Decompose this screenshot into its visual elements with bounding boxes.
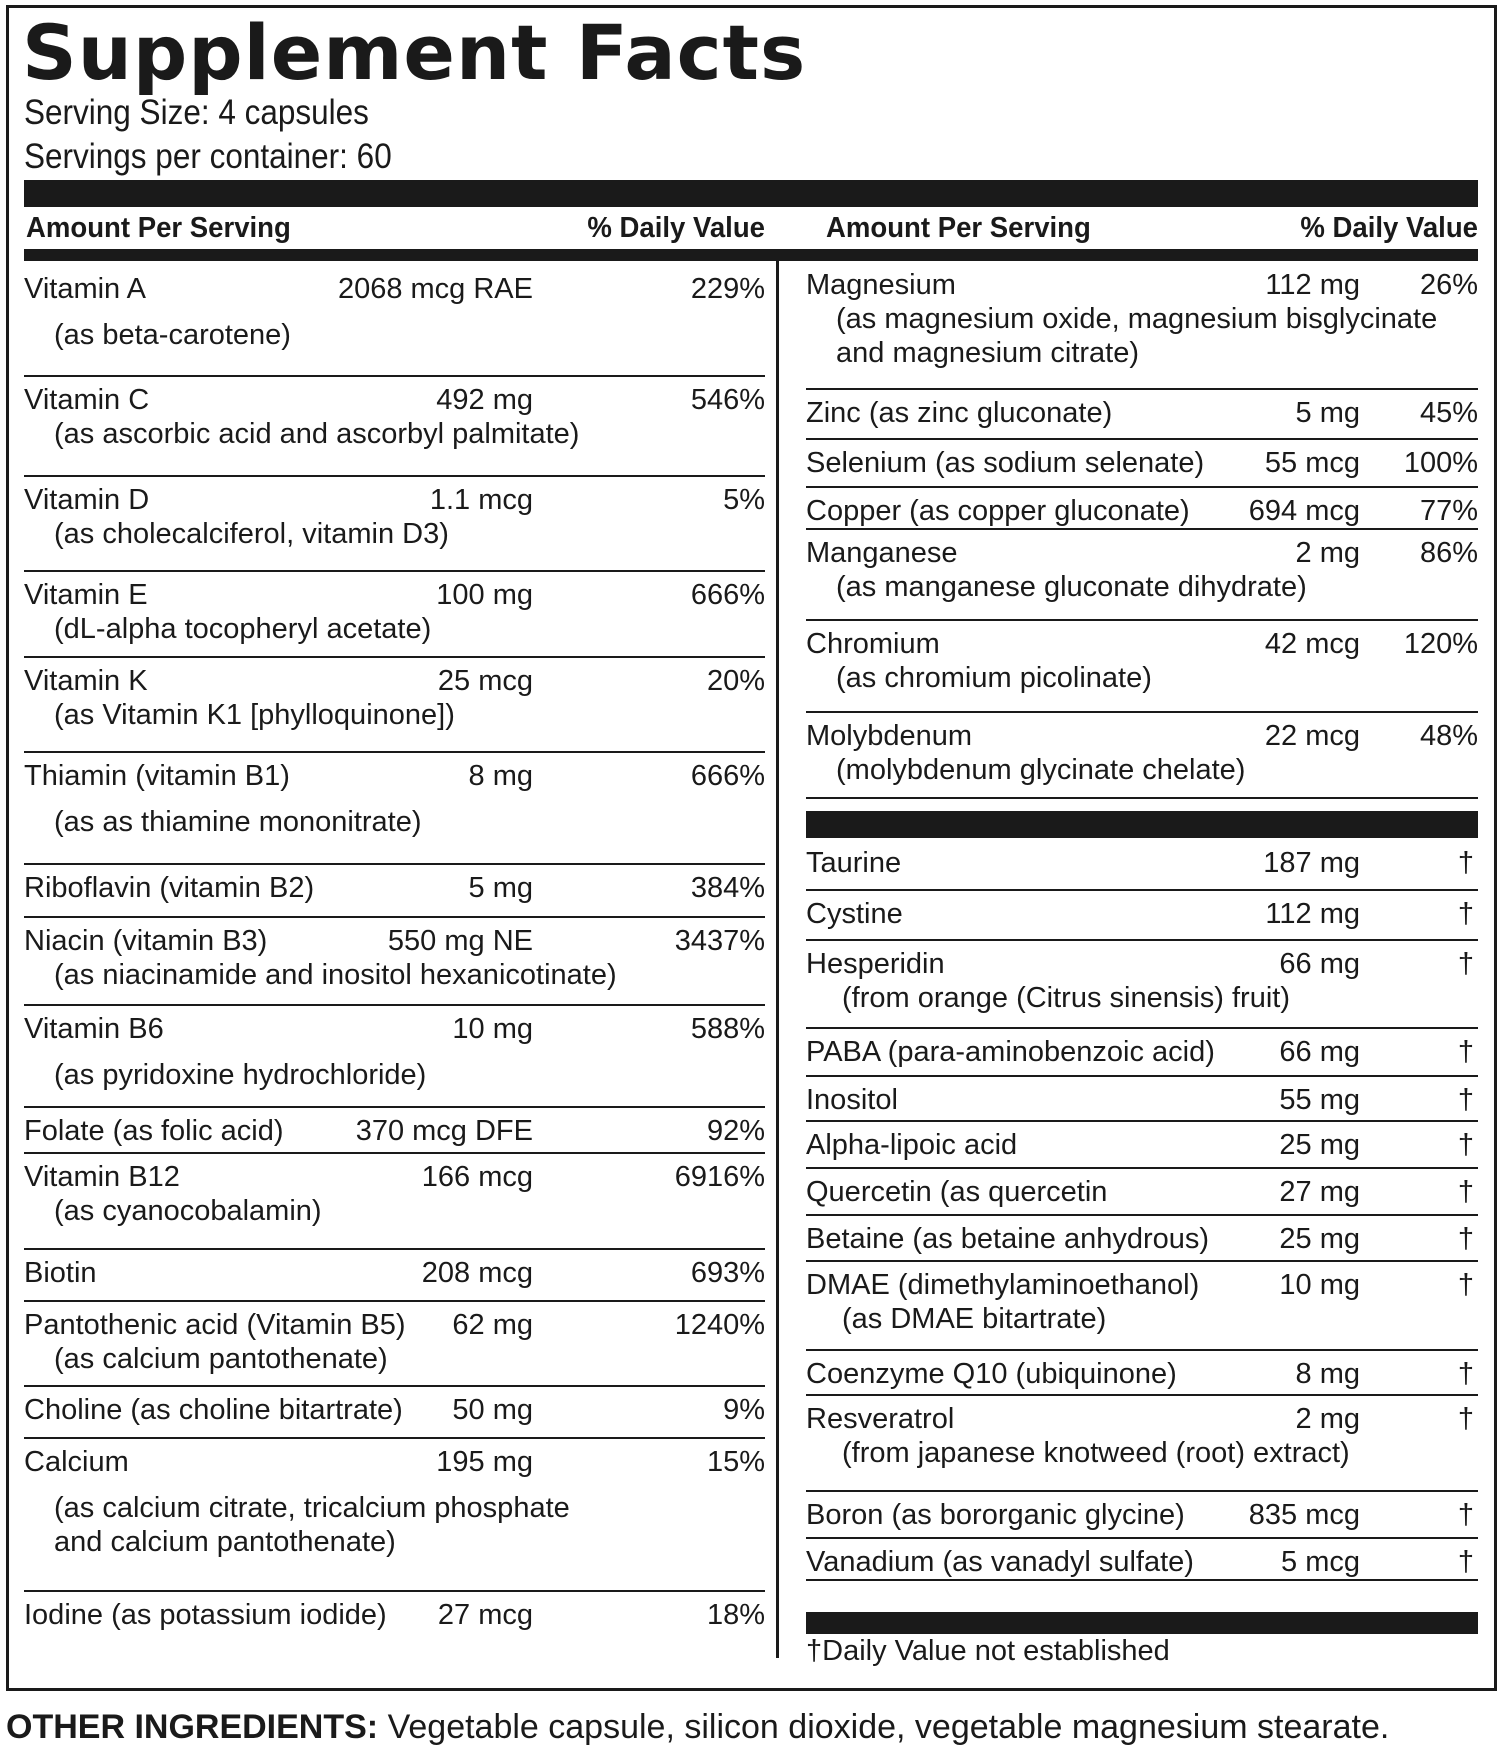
nutrient-source: (as cholecalciferol, vitamin D3) [54, 518, 449, 550]
nutrient-row [24, 1108, 765, 1154]
nutrient-amount: 694 mcg [1248, 495, 1360, 527]
nutrient-row [806, 1122, 1478, 1169]
nutrient-row [24, 865, 765, 918]
daily-value: 6916% [674, 1161, 765, 1193]
nutrient-row [806, 1539, 1478, 1581]
daily-value: † [1457, 1499, 1474, 1531]
nutrient-name: Iodine (as potassium iodide) [24, 1599, 387, 1631]
column-divider [776, 258, 779, 1658]
daily-value: † [1457, 1129, 1474, 1161]
nutrient-row [806, 488, 1478, 530]
daily-value: † [1457, 898, 1474, 930]
nutrient-source: (from orange (Citrus sinensis) fruit) [842, 982, 1290, 1014]
nutrient-row [806, 840, 1478, 891]
right-other-list [806, 840, 1478, 1581]
nutrient-amount: 492 mg [436, 384, 533, 416]
nutrient-amount: 10 mg [452, 1013, 533, 1045]
daily-value: † [1457, 847, 1474, 879]
nutrient-source: (as calcium pantothenate) [54, 1343, 388, 1375]
nutrient-name: Niacin (vitamin B3) [24, 925, 268, 957]
daily-value: 48% [1419, 720, 1478, 752]
nutrient-name: Calcium [24, 1446, 129, 1478]
nutrient-amount: 112 mg [1265, 269, 1360, 301]
nutrient-name: Coenzyme Q10 (ubiquinone) [806, 1358, 1177, 1390]
daily-value: † [1457, 1269, 1474, 1301]
other-ingredients-text: Vegetable capsule, silicon dioxide, vegetable magnesium stearate. [378, 1708, 1390, 1746]
nutrient-name: Zinc (as zinc gluconate) [806, 397, 1113, 429]
nutrient-row [806, 1262, 1478, 1351]
daily-value: 666% [690, 579, 765, 611]
nutrient-source: (as magnesium oxide, magnesium bisglycinate and magnesium citrate) [836, 303, 1438, 369]
nutrient-amount: 8 mg [1295, 1358, 1360, 1390]
nutrient-source: (as manganese gluconate dihydrate) [836, 571, 1307, 603]
daily-value: 384% [690, 872, 765, 904]
nutrient-row [24, 1154, 765, 1250]
nutrient-amount: 55 mg [1279, 1084, 1360, 1116]
daily-value: † [1457, 1084, 1474, 1116]
nutrient-name: Vitamin B12 [24, 1161, 180, 1193]
nutrient-amount: 208 mcg [421, 1257, 533, 1289]
nutrient-amount: 550 mg NE [387, 925, 533, 957]
nutrient-row [806, 1351, 1478, 1396]
nutrient-amount: 55 mcg [1264, 447, 1360, 479]
daily-value: † [1457, 1223, 1474, 1255]
nutrient-amount: 166 mcg [421, 1161, 533, 1193]
daily-value: 20% [706, 665, 765, 697]
nutrient-row [24, 572, 765, 658]
nutrient-amount: 835 mcg [1248, 1499, 1360, 1531]
daily-value: † [1457, 948, 1474, 980]
nutrient-row [24, 1006, 765, 1108]
nutrient-row [24, 377, 765, 477]
nutrient-name: Alpha-lipoic acid [806, 1129, 1018, 1161]
nutrient-amount: 22 mcg [1264, 720, 1360, 752]
nutrient-row [806, 621, 1478, 713]
nutrient-amount: 112 mg [1265, 898, 1360, 930]
nutrient-name: Vitamin D [24, 484, 150, 516]
nutrient-name: Hesperidin [806, 948, 945, 980]
nutrient-amount: 50 mg [452, 1394, 533, 1426]
nutrient-row [806, 1029, 1478, 1077]
nutrient-amount: 62 mg [452, 1309, 533, 1341]
daily-value: 546% [690, 384, 765, 416]
nutrient-name: Resveratrol [806, 1403, 955, 1435]
nutrient-amount: 5 mg [1295, 397, 1360, 429]
nutrient-name: Taurine [806, 847, 902, 879]
nutrient-source: (from japanese knotweed (root) extract) [842, 1437, 1350, 1469]
daily-value: 92% [706, 1115, 765, 1147]
daily-value: † [1457, 1358, 1474, 1390]
daily-value: 26% [1419, 269, 1478, 301]
daily-value: † [1457, 1403, 1474, 1435]
nutrient-row [24, 1592, 765, 1642]
nutrient-amount: 27 mcg [437, 1599, 533, 1631]
nutrient-amount: 2 mg [1295, 537, 1360, 569]
daily-value: 666% [690, 760, 765, 792]
nutrient-source: (as ascorbic acid and ascorbyl palmitate) [54, 418, 580, 450]
nutrient-row [806, 1077, 1478, 1122]
footnote: †Daily Value not established [806, 1635, 1170, 1667]
nutrient-amount: 187 mg [1263, 847, 1360, 879]
right-mineral-list [806, 262, 1478, 799]
nutrient-amount: 10 mg [1279, 1269, 1360, 1301]
nutrient-name: Vitamin A [24, 273, 146, 305]
right-amount-header: Amount Per Serving [826, 212, 1091, 244]
nutrient-row [24, 1439, 765, 1592]
other-ingredients-label: OTHER INGREDIENTS: [6, 1708, 379, 1746]
left-amount-header: Amount Per Serving [26, 212, 291, 244]
nutrient-name: Choline (as choline bitartrate) [24, 1394, 403, 1426]
nutrient-name: Inositol [806, 1084, 898, 1116]
nutrient-row [806, 1492, 1478, 1539]
nutrient-row [24, 1250, 765, 1302]
nutrient-row [24, 753, 765, 865]
daily-value: 77% [1419, 495, 1478, 527]
serving-size: Serving Size: 4 capsules [24, 93, 369, 132]
nutrient-amount: 8 mg [468, 760, 533, 792]
daily-value: 693% [690, 1257, 765, 1289]
nutrient-name: Magnesium [806, 269, 956, 301]
nutrient-row [806, 530, 1478, 621]
nutrient-amount: 66 mg [1279, 1036, 1360, 1068]
nutrient-amount: 195 mg [436, 1446, 533, 1478]
nutrient-amount: 5 mcg [1281, 1546, 1360, 1578]
nutrient-amount: 100 mg [436, 579, 533, 611]
daily-value: 120% [1403, 628, 1478, 660]
header-rule [24, 249, 1478, 261]
nutrient-source: (as calcium citrate, tricalcium phosphate and calcium pantothenate) [54, 1492, 570, 1558]
nutrient-name: Pantothenic acid (Vitamin B5) [24, 1309, 406, 1341]
nutrient-amount: 25 mcg [437, 665, 533, 697]
left-nutrient-list [24, 266, 765, 1642]
servings-per-container: Servings per container: 60 [24, 137, 392, 176]
nutrient-amount: 27 mg [1279, 1176, 1360, 1208]
nutrient-row [806, 891, 1478, 941]
daily-value: † [1457, 1176, 1474, 1208]
nutrient-name: Riboflavin (vitamin B2) [24, 872, 315, 904]
nutrient-source: (as as thiamine mononitrate) [54, 806, 422, 838]
nutrient-name: PABA (para-aminobenzoic acid) [806, 1036, 1215, 1068]
nutrient-source: (as DMAE bitartrate) [842, 1303, 1107, 1335]
nutrient-source: (as beta-carotene) [54, 319, 291, 351]
nutrient-row [24, 1387, 765, 1439]
daily-value: 86% [1419, 537, 1478, 569]
nutrient-name: Molybdenum [806, 720, 973, 752]
nutrient-source: (as Vitamin K1 [phylloquinone]) [54, 699, 455, 731]
nutrient-name: Vitamin K [24, 665, 148, 697]
nutrient-name: DMAE (dimethylaminoethanol) [806, 1269, 1200, 1301]
daily-value: 588% [690, 1013, 765, 1045]
nutrient-name: Selenium (as sodium selenate) [806, 447, 1205, 479]
nutrient-source: (as niacinamide and inositol hexanicotinate) [54, 959, 617, 991]
daily-value: 15% [706, 1446, 765, 1478]
nutrient-row [806, 1169, 1478, 1216]
nutrient-row [24, 658, 765, 753]
nutrient-source: (as cyanocobalamin) [54, 1195, 322, 1227]
nutrient-name: Chromium [806, 628, 940, 660]
daily-value: 100% [1403, 447, 1478, 479]
nutrient-name: Vitamin C [24, 384, 150, 416]
nutrient-row [24, 477, 765, 572]
nutrient-source: (as pyridoxine hydrochloride) [54, 1059, 427, 1091]
nutrient-name: Cystine [806, 898, 903, 930]
nutrient-name: Thiamin (vitamin B1) [24, 760, 290, 792]
bottom-thick-rule [806, 1612, 1478, 1634]
nutrient-row [806, 1216, 1478, 1262]
daily-value: † [1457, 1546, 1474, 1578]
nutrient-amount: 25 mg [1279, 1129, 1360, 1161]
nutrient-row [806, 390, 1478, 440]
nutrient-amount: 25 mg [1279, 1223, 1360, 1255]
nutrient-source: (dL-alpha tocopheryl acetate) [54, 613, 432, 645]
nutrient-name: Boron (as bororganic glycine) [806, 1499, 1185, 1531]
nutrient-name: Vanadium (as vanadyl sulfate) [806, 1546, 1194, 1578]
nutrient-name: Quercetin (as quercetin [806, 1176, 1108, 1208]
nutrient-name: Betaine (as betaine anhydrous) [806, 1223, 1210, 1255]
nutrient-amount: 2068 mcg RAE [337, 273, 533, 305]
nutrient-name: Copper (as copper gluconate) [806, 495, 1190, 527]
nutrient-amount: 1.1 mcg [429, 484, 533, 516]
daily-value: 3437% [674, 925, 765, 957]
nutrient-amount: 370 mcg DFE [355, 1115, 533, 1147]
nutrient-row [806, 941, 1478, 1029]
nutrient-row [24, 1302, 765, 1387]
nutrient-row [24, 266, 765, 377]
nutrient-row [806, 262, 1478, 390]
other-ingredients [6, 1708, 1389, 1747]
nutrient-name: Folate (as folic acid) [24, 1115, 284, 1147]
nutrient-amount: 66 mg [1279, 948, 1360, 980]
daily-value: 1240% [674, 1309, 765, 1341]
nutrient-row [806, 713, 1478, 799]
mid-thick-rule [806, 811, 1478, 838]
daily-value: 45% [1419, 397, 1478, 429]
nutrient-source: (as chromium picolinate) [836, 662, 1152, 694]
daily-value: † [1457, 1036, 1474, 1068]
nutrient-amount: 42 mcg [1264, 628, 1360, 660]
nutrient-name: Manganese [806, 537, 958, 569]
left-dv-header: % Daily Value [587, 212, 765, 244]
nutrient-row [806, 440, 1478, 488]
nutrient-amount: 2 mg [1295, 1403, 1360, 1435]
daily-value: 229% [690, 273, 765, 305]
nutrient-name: Vitamin B6 [24, 1013, 164, 1045]
daily-value: 9% [723, 1394, 765, 1426]
daily-value: 5% [723, 484, 765, 516]
nutrient-source: (molybdenum glycinate chelate) [836, 754, 1246, 786]
nutrient-row [806, 1396, 1478, 1492]
daily-value: 18% [706, 1599, 765, 1631]
top-thick-rule [24, 180, 1478, 207]
nutrient-name: Biotin [24, 1257, 97, 1289]
nutrient-amount: 5 mg [468, 872, 533, 904]
nutrient-name: Vitamin E [24, 579, 148, 611]
nutrient-row [24, 918, 765, 1006]
panel-title: Supplement Facts [22, 8, 807, 97]
right-dv-header: % Daily Value [1300, 212, 1478, 244]
